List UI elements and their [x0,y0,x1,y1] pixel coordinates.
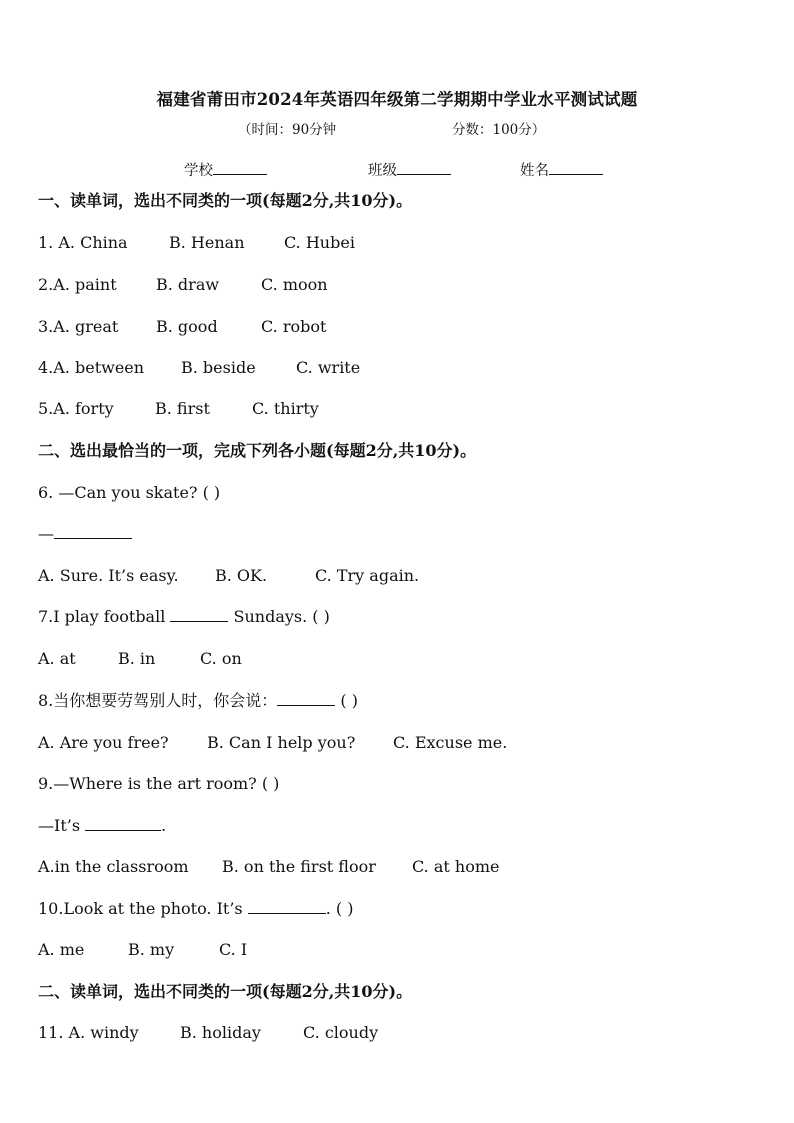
q8-stem-b: ( ) [335,691,358,710]
question-4 [38,358,361,378]
q7-stem-b: Sundays. ( ) [228,607,330,626]
exam-subtitle [0,118,794,138]
q1-option-b: B. Henan [169,233,245,252]
q9-option-b: B. on the first floor [222,857,376,876]
exam-title: 福建省莆田市2024年英语四年级第二学期期中学业水平测试试题 [156,90,638,109]
q2-option-a: 2.A. paint [38,275,117,294]
q10-stem-b: . ( ) [325,899,354,918]
q5-option-b: B. first [155,399,210,418]
section1-heading: 一、读单词，选出不同类的一项(每题2分,共10分)。 [38,191,413,210]
q4-option-c: C. write [296,358,361,377]
q8-stem-a: 8.当你想要劳驾别人时，你会说： [38,691,278,710]
question-8-stem [38,691,358,711]
q5-option-a: 5.A. forty [38,399,114,418]
q11-option-a: 11. A. windy [38,1023,139,1042]
q9-answer-blank[interactable] [85,816,161,831]
question-9-reply [38,816,166,836]
q4-option-a: 4.A. between [38,358,145,377]
question-11 [38,1023,379,1043]
name-label: 姓名 [520,163,549,179]
q9-reply-b: . [161,816,167,835]
question-7-stem [38,607,330,627]
q9-reply-a: —It’s [38,816,86,835]
q10-stem-a: 10.Look at the photo. It’s [38,899,248,918]
q7-stem-a: 7.I play football [38,607,171,626]
q8-answer-blank[interactable] [277,691,335,706]
q8-option-b: B. Can I help you? [207,733,356,752]
question-7-options [38,649,242,669]
q3-option-c: C. robot [261,317,327,336]
q11-option-b: B. holiday [180,1023,261,1042]
question-8-options [38,733,508,753]
question-1 [38,233,355,253]
school-label: 学校 [184,163,213,179]
section3-heading: 二、读单词，选出不同类的一项(每题2分,共10分)。 [38,982,413,1001]
exam-time: （时间：90分钟 [238,122,337,138]
q1-option-a: 1. A. China [38,233,128,252]
class-label: 班级 [368,163,397,179]
q9-option-c: C. at home [412,857,500,876]
q3-option-a: 3.A. great [38,317,119,336]
q7-option-a: A. at [38,649,76,668]
name-field [520,159,603,180]
question-10-options [38,940,248,960]
q10-option-b: B. my [128,940,175,959]
q2-option-c: C. moon [261,275,328,294]
class-field [368,159,451,180]
question-2 [38,275,328,295]
q8-option-a: A. Are you free? [38,733,169,752]
q7-answer-blank[interactable] [170,607,228,622]
question-5 [38,399,319,419]
section2-heading: 二、选出最恰当的一项，完成下列各小题(每题2分,共10分)。 [38,441,477,460]
question-6-stem: 6. —Can you skate? ( ) [38,483,221,502]
q1-option-c: C. Hubei [284,233,355,252]
q7-option-c: C. on [200,649,242,668]
question-9-options [38,857,500,877]
q10-option-a: A. me [38,940,85,959]
q11-option-c: C. cloudy [303,1023,379,1042]
q3-option-b: B. good [156,317,218,336]
q6-option-b: B. OK. [215,566,268,585]
q2-option-b: B. draw [156,275,220,294]
q8-option-c: C. Excuse me. [393,733,508,752]
q7-option-b: B. in [118,649,156,668]
exam-score: 分数：100分） [452,122,546,138]
school-blank[interactable] [213,160,267,175]
question-6-reply [38,524,132,544]
q6-option-c: C. Try again. [315,566,420,585]
question-9-stem: 9.—Where is the art room? ( ) [38,774,280,793]
name-blank[interactable] [549,160,603,175]
q6-answer-blank[interactable] [54,524,132,539]
q10-option-c: C. I [219,940,248,959]
question-6-options [38,566,420,586]
q4-option-b: B. beside [181,358,256,377]
q6-option-a: A. Sure. It’s easy. [38,566,179,585]
question-10-stem [38,899,353,919]
q6-reply-dash: — [38,524,54,543]
q10-answer-blank[interactable] [248,899,326,914]
question-3 [38,317,327,337]
class-blank[interactable] [397,160,451,175]
student-info-row [0,159,794,181]
school-field [184,159,267,180]
q9-option-a: A.in the classroom [38,857,189,876]
q5-option-c: C. thirty [252,399,319,418]
